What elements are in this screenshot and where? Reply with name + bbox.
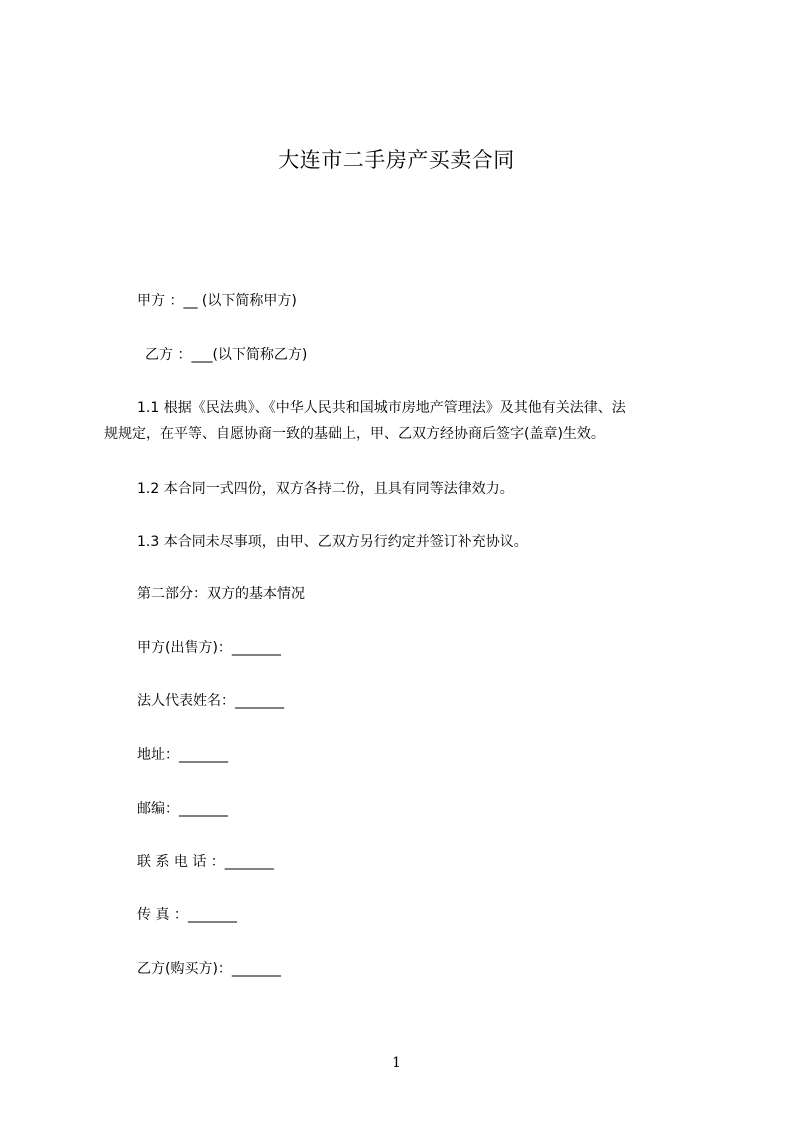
document-title: 大连市二手房产买卖合同: [278, 148, 515, 172]
clause-1-3: 1.3 本合同未尽事项，由甲、乙双方另行约定并签订补充协议。: [137, 534, 528, 550]
postcode-field: 邮编：_______: [137, 801, 228, 817]
clause-1-2: 1.2 本合同一式四份，双方各持二份，且具有同等法律效力。: [137, 481, 514, 497]
legal-rep-field: 法人代表姓名：_______: [137, 693, 284, 709]
clause-1-1-line-1: 1.1 根据《民法典》、《中华人民共和国城市房地产管理法》及其他有关法律、法: [137, 400, 626, 416]
page-number: 1: [392, 1055, 401, 1071]
party-a-line: 甲方 ：__ (以下简称甲方): [137, 293, 297, 309]
seller-field: 甲方(出售方)：_______: [137, 640, 281, 656]
phone-field: 联 系 电 话 ：_______: [137, 854, 274, 870]
party-b-line: 乙方 ：___(以下简称乙方): [145, 347, 308, 363]
clause-1-1-line-2: 规规定，在平等、自愿协商一致的基础上，甲、乙双方经协商后签字(盖章)生效。: [104, 426, 605, 442]
address-field: 地址：_______: [137, 747, 228, 763]
section-heading-part-2: 第二部分：双方的基本情况: [137, 586, 305, 602]
buyer-field: 乙方(购买方)：_______: [137, 961, 281, 977]
fax-field: 传 真 ：_______: [137, 907, 237, 923]
